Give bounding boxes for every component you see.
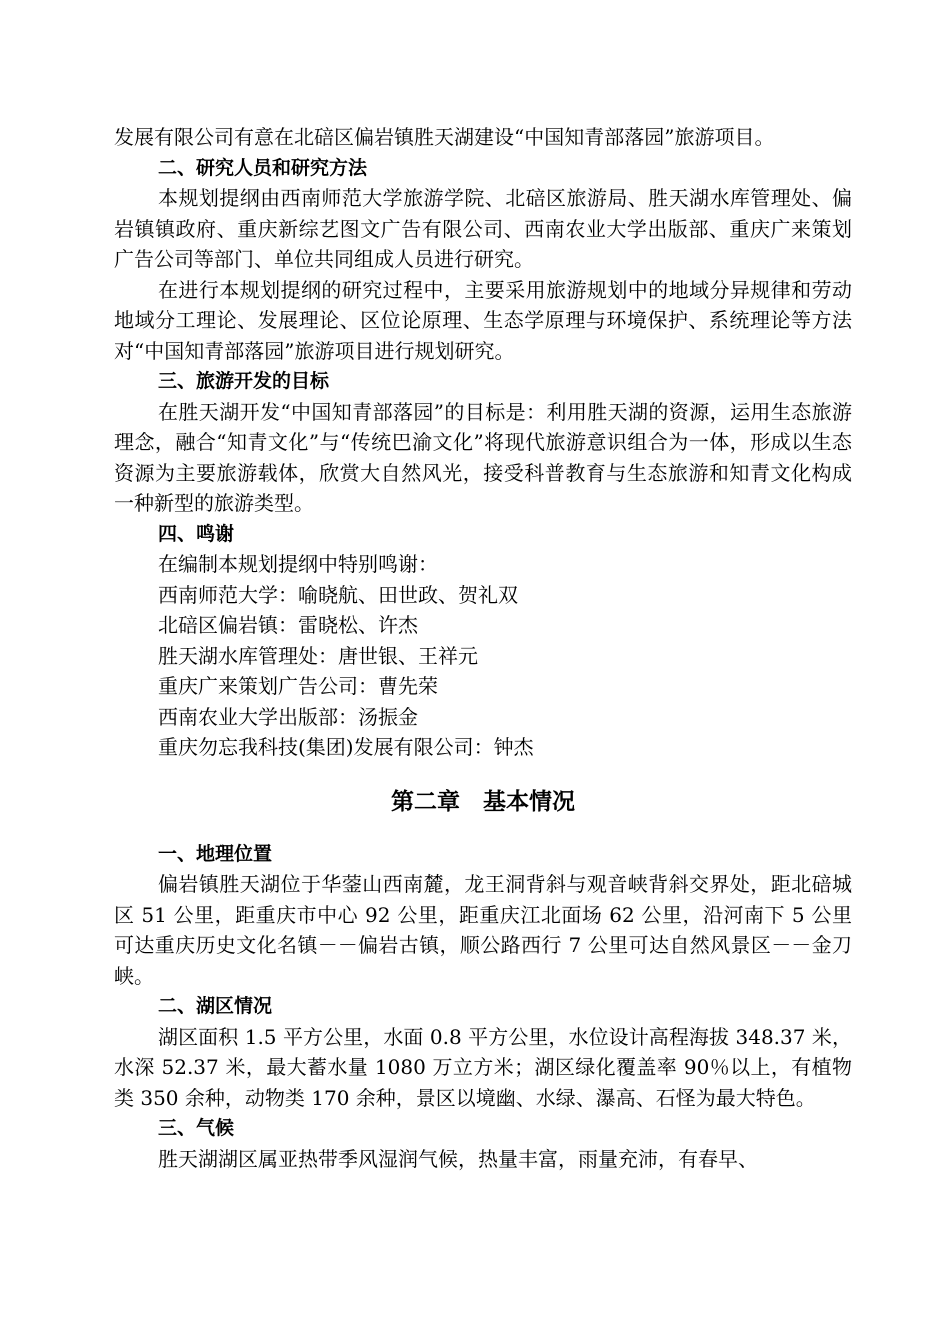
section-heading-location: 一、地理位置 bbox=[158, 842, 273, 865]
paragraph-methods: 在进行本规划提纲的研究过程中，主要采用旅游规划中的地域分异规律和劳动地域分工理论、发展理论、区位论原理、生态学原理与环境保护、系统理论等方法对“中国知青部落园”旅游项目进行规划研究。 bbox=[114, 277, 852, 363]
chapter-title: 第二章 基本情况 bbox=[391, 788, 575, 815]
acknowledgement-item: 胜天湖水库管理处：唐世银、王祥元 bbox=[158, 643, 478, 668]
acknowledgement-item: 西南师范大学：喻晓航、田世政、贺礼双 bbox=[158, 582, 518, 607]
acknowledgement-item: 重庆勿忘我科技(集团)发展有限公司：钟杰 bbox=[158, 735, 534, 759]
section-heading-goals: 三、旅游开发的目标 bbox=[158, 370, 330, 392]
acknowledgements-intro: 在编制本规划提纲中特别鸣谢： bbox=[158, 552, 438, 576]
acknowledgement-item: 重庆广来策划广告公司：曹先荣 bbox=[158, 674, 438, 698]
paragraph-researchers: 本规划提纲由西南师范大学旅游学院、北碚区旅游局、胜天湖水库管理处、偏岩镇镇政府、重庆新综艺图文广告有限公司、西南农业大学出版部、重庆广来策划广告公司等部门、单位共同组成人员进行研究。 bbox=[114, 186, 852, 271]
document-page bbox=[114, 122, 852, 1174]
section-heading-researchers: 二、研究人员和研究方法 bbox=[158, 156, 368, 179]
paragraph-climate: 胜天湖湖区属亚热带季风湿润气候，热量丰富，雨量充沛，有春早、 bbox=[158, 1146, 758, 1171]
paragraph-goals: 在胜天湖开发“中国知青部落园”的目标是：利用胜天湖的资源，运用生态旅游理念，融合“知青文化”与“传统巴渝文化”将现代旅游意识组合为一体，形成以生态资源为主要旅游载体，欣赏大自然风光，接受科普教育与生态旅游和知青文化构成一种新型的旅游类型。 bbox=[114, 399, 852, 515]
acknowledgement-item: 西南农业大学出版部：汤振金 bbox=[158, 704, 418, 729]
section-heading-climate: 三、气候 bbox=[158, 1117, 235, 1139]
section-heading-lake: 二、湖区情况 bbox=[158, 995, 273, 1017]
continued-paragraph: 发展有限公司有意在北碚区偏岩镇胜天湖建设“中国知青部落园”旅游项目。 bbox=[114, 125, 775, 149]
acknowledgement-item: 北碚区偏岩镇：雷晓松、许杰 bbox=[158, 613, 418, 637]
section-heading-acknowledgements: 四、鸣谢 bbox=[158, 522, 235, 545]
paragraph-location: 偏岩镇胜天湖位于华蓥山西南麓，龙王洞背斜与观音峡背斜交界处，距北碚城区 51 公里，距重庆市中心 92 公里，距重庆江北面场 62 公里，沿河南下 5 公里可达重庆历史文化名镇－－偏岩古镇，顺公路西行 7 公里可达自然风景区－－金刀峡。 bbox=[114, 872, 852, 988]
paragraph-lake: 湖区面积 1.5 平方公里，水面 0.8 平方公里，水位设计高程海拔 348.37 米，水深 52.37 米，最大蓄水量 1080 万立方米；湖区绿化覆盖率 90％以上，有植物类 350 余种，动物类 170 余种，景区以境幽、水绿、瀑高、石怪为最大特色。 bbox=[114, 1024, 852, 1110]
